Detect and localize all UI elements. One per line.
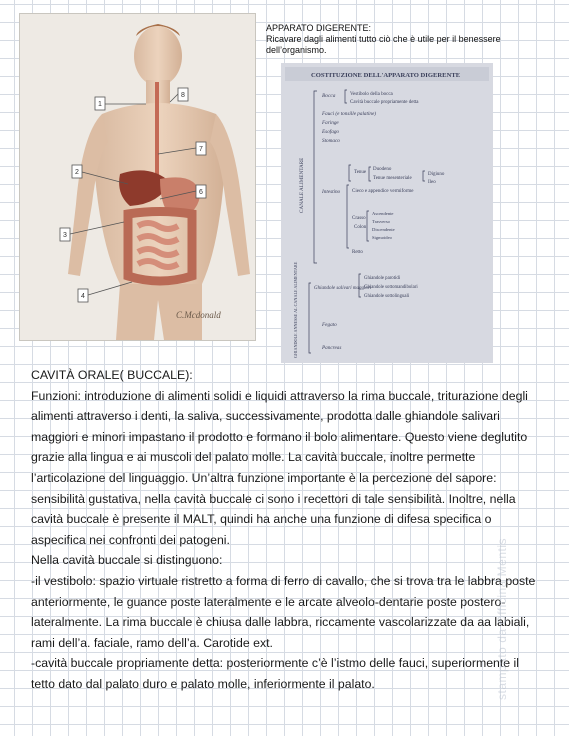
colon-label: Colon	[354, 225, 367, 230]
label-4: 4	[81, 293, 85, 300]
ghiandole-item-2: Ghiandole sottomandibolari	[364, 285, 418, 290]
body-line: maggiori e minori impastano il prodotto e formano il bolo alimentare. Questo viene deglutito	[31, 429, 528, 444]
header-subtitle-line2: dell’organismo.	[266, 45, 327, 55]
label-1: 1	[98, 101, 102, 108]
ghiandole-item-1: Ghiandole parotidi	[364, 276, 401, 281]
header-title: APPARATO DIGERENTE:	[266, 23, 372, 33]
label-3: 3	[63, 232, 67, 239]
anatomy-figure	[19, 13, 256, 341]
cieco-label: Cieco e appendice vermiforme	[352, 189, 414, 194]
body-line: cavità buccale è presente il MALT, quindi ha anche una funzione di difesa specifica o	[31, 512, 492, 527]
bocca-item-1: Vestibolo della bocca	[350, 92, 393, 97]
pancreas-label: Pancreas	[322, 345, 342, 351]
tenue-item-1: Duodeno	[373, 167, 392, 172]
label-2: 2	[75, 169, 79, 176]
body-line: lateralmente. La rima buccale è chiusa dalle labbra, riccamente vascolarizzate da aa labiali,	[31, 615, 530, 630]
digestive-scheme-figure	[281, 63, 493, 363]
side-label-ghiandole: GHIANDOLE ANNESSE AL CANALE ALIMENTARE	[293, 261, 298, 358]
stomaco-label: Stomaco	[322, 138, 340, 144]
body-line: alimenti attraverso i denti, la saliva, successivamente, prodotta dalle ghiandole salivari	[31, 409, 500, 424]
watermark	[495, 430, 507, 700]
intestino-label: Intestino	[322, 189, 341, 195]
body-line: Nella cavità buccale si distinguono:	[31, 553, 223, 568]
tenue-item-2: Tenue mesenteriale	[373, 176, 412, 181]
colon-item-1: Ascendente	[372, 211, 394, 216]
illustrator-signature: C.Mcdonald	[176, 310, 221, 320]
fauci-label: Fauci (e tonsille palatine)	[322, 111, 377, 117]
body-line: tetto dato dal palato duro e palato molle, inferiormente il palato.	[31, 676, 375, 691]
body-line: Funzioni: introduzione di alimenti solidi e liquidi attraverso la rima buccale, triturazione degli	[31, 388, 528, 403]
body-line: sensibilità gustativa, nella cavità buccale ci sono i recettori di tale sensibilità. Inoltre, nella	[31, 491, 516, 506]
colon-item-2: Trasverso	[372, 219, 390, 224]
digestive-scheme-table	[281, 63, 493, 363]
bocca-item-2: Cavità buccale propriamente detta	[350, 100, 419, 105]
section-heading: CAVITÀ ORALE( BUCCALE):	[31, 368, 193, 382]
body-line: -il vestibolo: spazio virtuale ristretto a forma di ferro di cavallo, che si trova tra le labbra poste	[31, 573, 536, 588]
header-subtitle-line1: Ricavare dagli alimenti tutto ciò che è utile per il benessere	[266, 34, 501, 44]
body-line: rami dell’a. faciale, ramo dell’a. Carotide ext.	[31, 635, 273, 650]
body-text	[31, 365, 536, 695]
faringe-label: Faringe	[322, 120, 339, 126]
digestive-system-illustration	[20, 14, 255, 340]
body-line: -cavità buccale propriamente detta: posteriormente c’è l’istmo delle fauci, superiormente il	[31, 656, 520, 671]
side-label-canale: CANALE ALIMENTARE	[299, 157, 305, 213]
header-note	[266, 23, 561, 56]
bocca-label: Bocca	[322, 93, 336, 99]
label-6: 6	[199, 189, 203, 196]
tenue-sub-2: Ileo	[428, 180, 436, 185]
watermark-text: stampato da Officina Mentis	[495, 537, 509, 700]
body-line: grazie alla lingua e ai muscoli del palato molle. La cavità buccale, inoltre permette	[31, 450, 476, 465]
esofago-label: Esofago	[322, 129, 340, 135]
label-8: 8	[181, 92, 185, 99]
colon-item-3: Discendente	[372, 227, 395, 232]
retto-label: Retto	[352, 250, 363, 255]
scheme-title: COSTITUZIONE DELL'APPARATO DIGERENTE	[311, 72, 461, 79]
body-line: aspecifica nei confronti dei patogeni.	[31, 532, 230, 547]
tenue-sub-1: Digiuno	[428, 172, 445, 177]
tenue-label: Tenue	[354, 170, 367, 175]
body-line: anteriormente, le guance poste lateralmente e le arcate alveolo-dentarie poste postero-	[31, 594, 506, 609]
fegato-label: Fegato	[322, 322, 337, 328]
body-line: l’articolazione del linguaggio. Un’altra funzione importante è la percezione del sapore:	[31, 470, 497, 485]
crasso-label: Crasso	[352, 216, 366, 221]
label-7: 7	[199, 146, 203, 153]
colon-item-4: Sigmoideo	[372, 235, 392, 240]
ghiandole-label: Ghiandole salivari maggiori	[314, 286, 372, 291]
ghiandole-item-3: Ghiandole sottolinguali	[364, 294, 410, 299]
